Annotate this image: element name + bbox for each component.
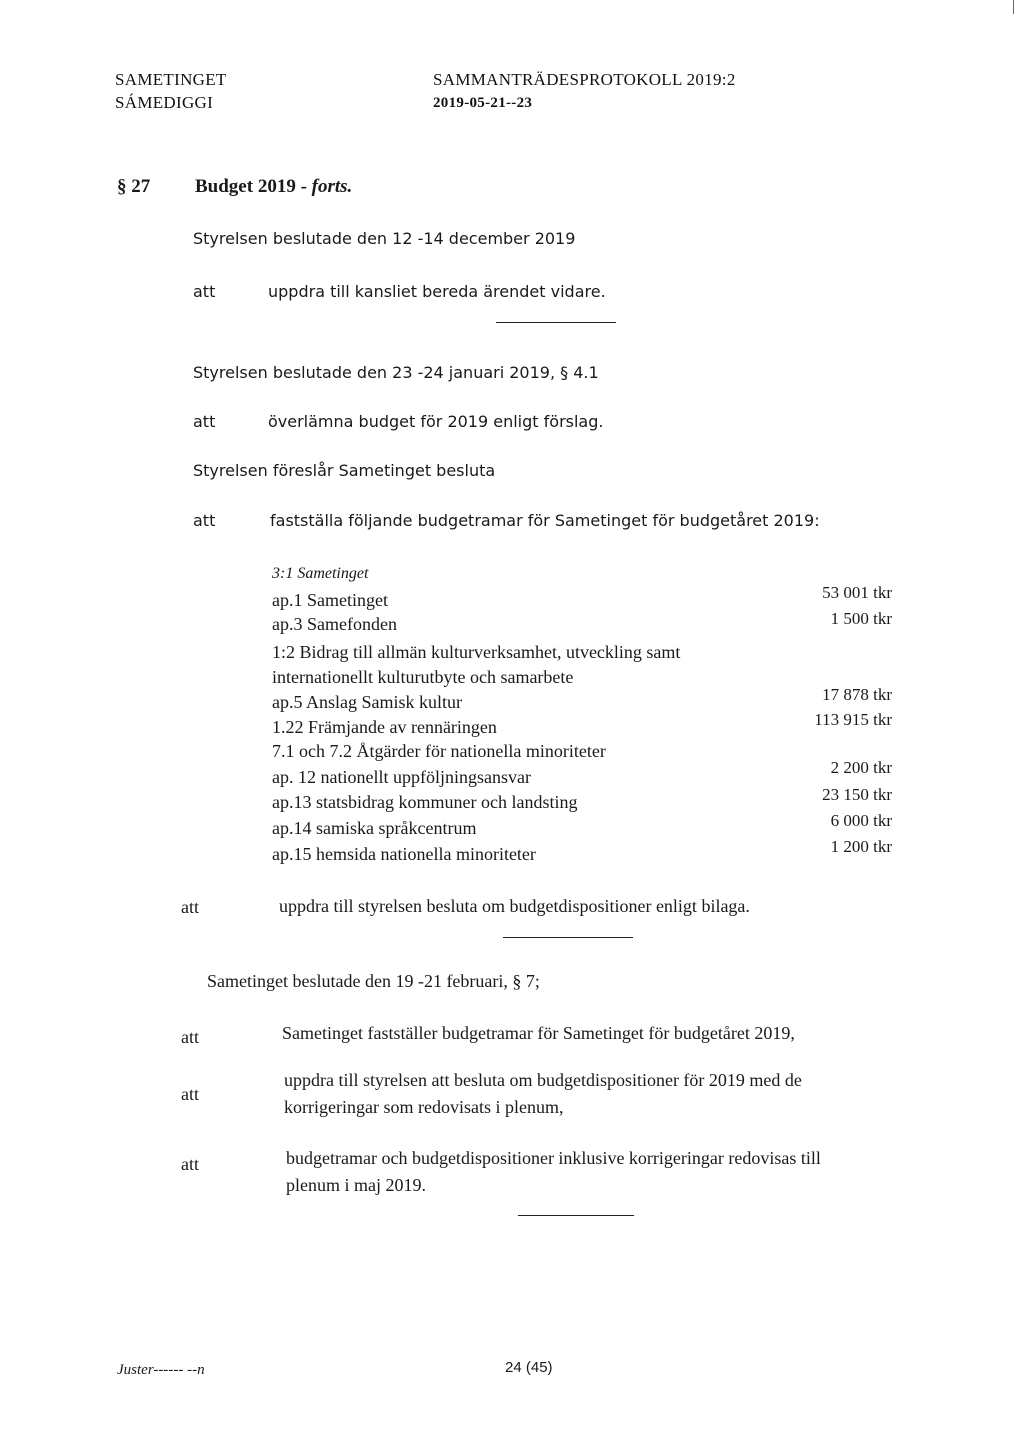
budget-row-amount: 17 878 tkr: [822, 685, 892, 704]
decision2-att: att: [193, 412, 216, 431]
page-number: 24 (45): [505, 1359, 553, 1376]
decision2-intro-text: Styrelsen beslutade den 23 -24 januari 2019,: [193, 363, 556, 382]
budget-row-label: ap.13 statsbidrag kommuner och landsting: [272, 792, 578, 812]
decision3-att: att: [181, 1154, 199, 1174]
proposal2-text: uppdra till styrelsen besluta om budgetdispositioner enligt bilaga.: [279, 896, 750, 916]
budget-heading: 3:1 Sametinget: [272, 565, 369, 582]
decision3-att: att: [181, 1027, 199, 1047]
budget-row-label: 1:2 Bidrag till allmän kulturverksamhet, utveckling samt: [272, 642, 681, 662]
decision3-item-line: plenum i maj 2019.: [286, 1175, 426, 1195]
budget-row-amount: 113 915 tkr: [814, 710, 892, 729]
document-date: 2019-05-21--23: [433, 95, 533, 111]
decision3-intro: [207, 971, 540, 992]
decision3-item-line: korrigeringar som redovisats i plenum,: [284, 1097, 564, 1117]
paragraph-symbol: §: [512, 971, 522, 991]
divider-rule-2: [503, 937, 633, 938]
section-number: [117, 176, 150, 198]
budget-row-label: ap.5 Anslag Samisk kultur: [272, 692, 462, 712]
budget-row-label: ap.1 Sametinget: [272, 590, 388, 610]
budget-row-label: 7.1 och 7.2 Åtgärder för nationella minoriteter: [272, 741, 606, 761]
budget-row-label: ap.15 hemsida nationella minoriteter: [272, 844, 536, 864]
section-number-value: 27: [131, 176, 151, 197]
budget-row-label: internationellt kulturutbyte och samarbete: [272, 667, 574, 687]
budget-row-amount: 2 200 tkr: [830, 758, 892, 777]
decision1-att: att: [193, 282, 216, 301]
decision3-item-line: Sametinget fastställer budgetramar för Sametinget för budgetåret 2019,: [282, 1023, 795, 1043]
budget-row-label: 1.22 Främjande av rennäringen: [272, 717, 497, 737]
section-title-text: Budget 2019 -: [195, 176, 307, 197]
section-title: [195, 176, 352, 198]
budget-row-label: ap.14 samiska språkcentrum: [272, 818, 477, 838]
section-title-suffix: forts.: [311, 176, 353, 197]
paragraph-symbol: §: [117, 176, 127, 197]
decision3-para-ref: 7;: [525, 971, 540, 991]
decision3-item-line: uppdra till styrelsen att besluta om budgetdispositioner för 2019 med de: [284, 1070, 802, 1090]
proposal2-att: att: [181, 897, 199, 917]
budget-row-amount: 6 000 tkr: [830, 811, 892, 830]
decision3-item-line: budgetramar och budgetdispositioner inklusive korrigeringar redovisas till: [286, 1148, 821, 1168]
divider-rule-1: [496, 322, 616, 323]
document-title: SAMMANTRÄDESPROTOKOLL 2019:2: [433, 70, 736, 89]
proposal-text: fastställa följande budgetramar för Sametinget för budgetåret 2019:: [270, 511, 820, 530]
divider-rule-3: [518, 1215, 634, 1216]
scan-edge-mark: [1013, 0, 1014, 14]
decision3-intro-text: Sametinget beslutade den 19 -21 februari,: [207, 971, 508, 991]
org-name-swedish: SAMETINGET: [115, 70, 227, 89]
decision2-text: överlämna budget för 2019 enligt förslag.: [268, 412, 604, 431]
budget-row-amount: 1 500 tkr: [830, 609, 892, 628]
justering-label: Juster------ --n: [117, 1362, 205, 1378]
proposal-att: att: [193, 511, 216, 530]
budget-row-label: ap.3 Samefonden: [272, 614, 397, 634]
decision2-intro: [193, 363, 599, 382]
budget-row-label: ap. 12 nationellt uppföljningsansvar: [272, 767, 531, 787]
budget-row-amount: 23 150 tkr: [822, 785, 892, 804]
org-name-sami: SÁMEDIGGI: [115, 93, 214, 112]
budget-row-amount: 1 200 tkr: [830, 837, 892, 856]
decision1-intro: Styrelsen beslutade den 12 -14 december 2019: [193, 229, 576, 248]
budget-row-amount: 53 001 tkr: [822, 583, 892, 602]
paragraph-symbol: §: [560, 363, 569, 382]
decision3-att: att: [181, 1084, 199, 1104]
decision2-para-ref: 4.1: [573, 363, 599, 382]
proposal-intro: Styrelsen föreslår Sametinget besluta: [193, 461, 496, 480]
decision1-text: uppdra till kansliet bereda ärendet vidare.: [268, 282, 606, 301]
